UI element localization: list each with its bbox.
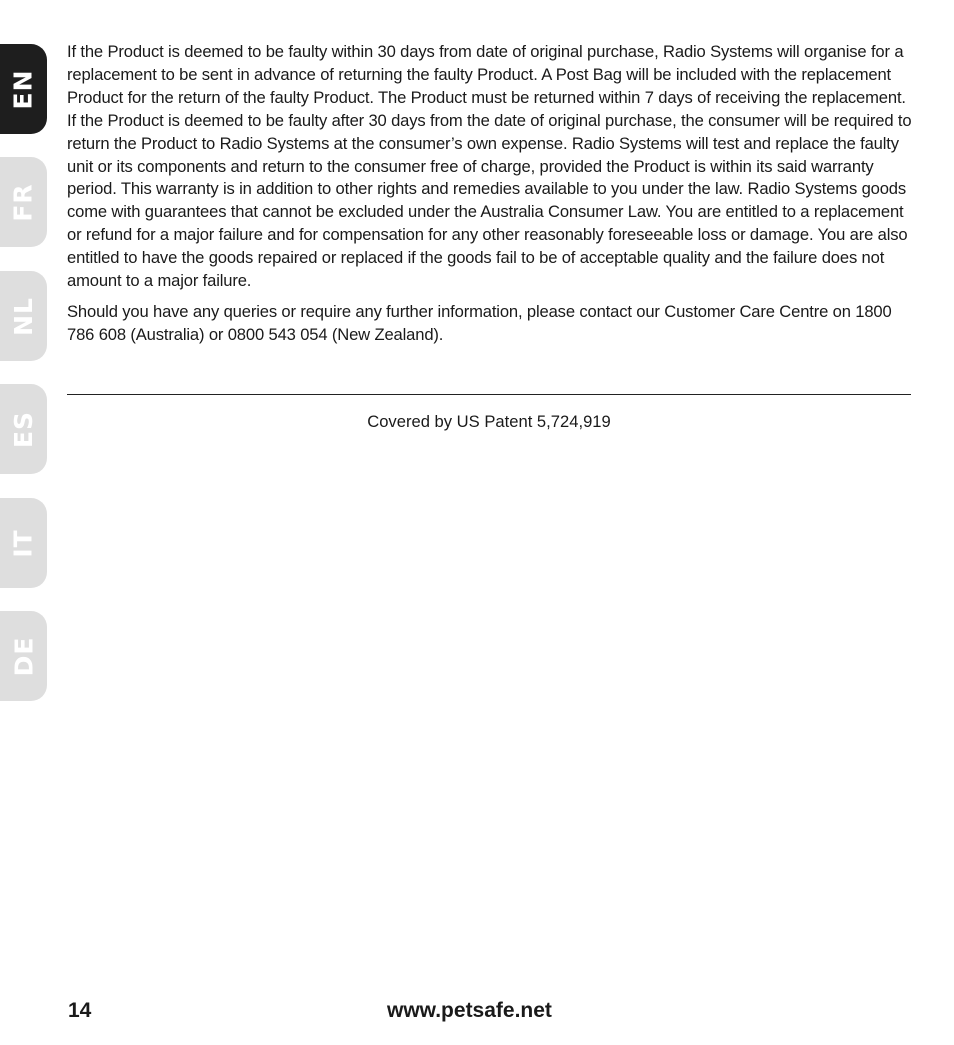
language-tab-en[interactable]	[0, 44, 47, 134]
language-tab-es-label: ES	[9, 410, 38, 448]
language-tabs	[0, 0, 48, 1045]
website-link[interactable]: www.petsafe.net	[387, 999, 552, 1022]
warranty-text	[67, 41, 915, 355]
language-tab-de[interactable]	[0, 611, 47, 701]
contact-paragraph: Should you have any queries or require any further information, please contact our Customer Care Centre on 1800 786 608 (Australia) or 0800 543 054 (New Zealand).	[67, 301, 892, 344]
language-tab-de-label: DE	[9, 636, 38, 676]
divider	[67, 394, 911, 395]
page-number: 14	[68, 999, 92, 1022]
language-tab-en-label: EN	[8, 68, 38, 110]
language-tab-nl-label: NL	[8, 296, 38, 336]
language-tab-fr-label: FR	[8, 182, 38, 222]
language-tab-es[interactable]	[0, 384, 47, 474]
language-tab-it-label: IT	[8, 528, 38, 558]
language-tab-fr[interactable]	[0, 157, 47, 247]
language-tab-nl[interactable]	[0, 271, 47, 361]
warranty-paragraph: If the Product is deemed to be faulty within 30 days from date of original purchase, Radio Systems will organise for a replacement to be sent in advance of returning the faulty Product. A Post Bag will be included with the replacement Product for the return of the faulty Product. The Product must be returned within 7 days of receiving the replacement. If the Product is deemed to be faulty after 30 days from the date of original purchase, the consumer will be required to return the Product to Radio Systems at the consumer’s own expense. Radio Systems will test and replace the faulty unit or its components and return to the consumer free of charge, provided the Product is within its said warranty period. This warranty is in addition to other rights and remedies available to you under the law. Radio Systems goods come with guarantees that cannot be excluded under the Australia Consumer Law. You are entitled to a replacement or refund for a major failure and for compensation for any other reasonably foreseeable loss or damage. You are also entitled to have the goods repaired or replaced if the goods fail to be of acceptable quality and the failure does not amount to a major failure.	[67, 42, 912, 291]
patent-note: Covered by US Patent 5,724,919	[367, 412, 611, 431]
language-tab-it[interactable]	[0, 498, 47, 588]
